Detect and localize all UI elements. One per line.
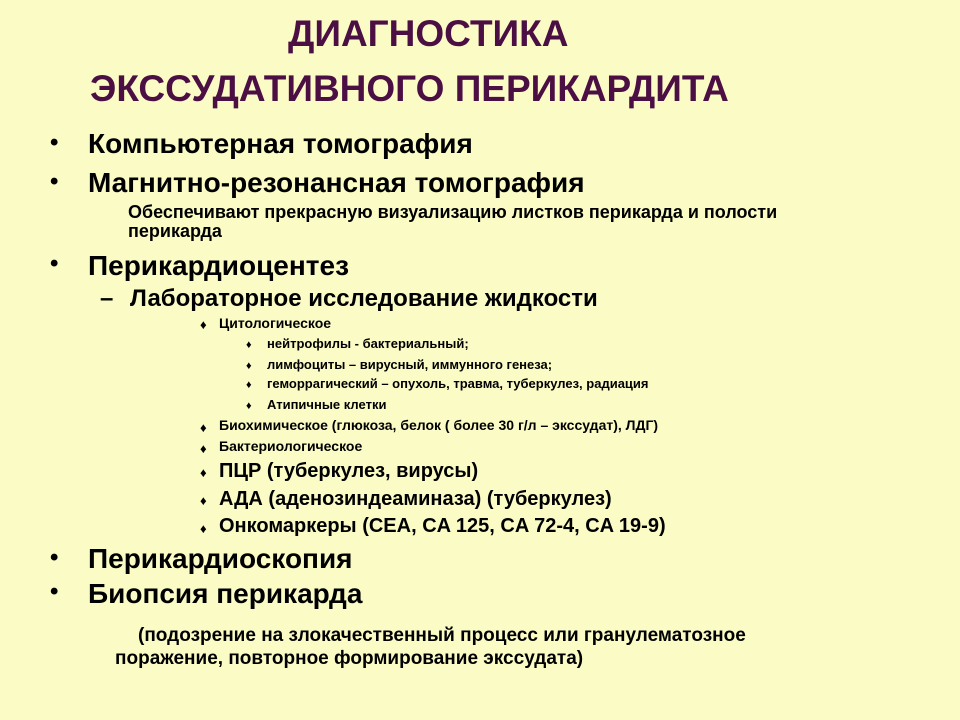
slide-title-line2: ЭКССУДАТИВНОГО ПЕРИКАРДИТА xyxy=(90,68,729,109)
item-mri: Магнитно-резонансная томография xyxy=(88,167,585,198)
diamond-bullet-icon: ♦ xyxy=(200,441,207,456)
item-lymphocytes: лимфоциты – вирусный, иммунного генеза; xyxy=(267,357,553,372)
diamond-bullet-icon: ♦ xyxy=(200,420,207,435)
diamond-bullet-icon: ♦ xyxy=(246,400,252,412)
item-hemorrhagic: геморрагический – опухоль, травма, туберкулез, радиация xyxy=(267,376,649,391)
diamond-bullet-icon: ♦ xyxy=(200,521,207,536)
diamond-bullet-icon: ♦ xyxy=(200,493,207,508)
item-biochem: Биохимическое (глюкоза, белок ( более 30 г/л – экссудат), ЛДГ) xyxy=(219,417,659,433)
bullet-dot-icon: • xyxy=(50,544,59,571)
bullet-dot-icon: • xyxy=(50,578,59,605)
item-bacterio: Бактериологическое xyxy=(219,438,363,454)
item-neutrophils: нейтрофилы - бактериальный; xyxy=(267,336,469,351)
item-atypical: Атипичные клетки xyxy=(267,397,387,412)
mri-note-line1: Обеспечивают прекрасную визуализацию листков перикарда и полости xyxy=(128,202,778,222)
item-pcr: ПЦР (туберкулез, вирусы) xyxy=(219,460,479,482)
item-cytology: Цитологическое xyxy=(219,315,332,331)
item-ct: Компьютерная томография xyxy=(88,128,473,159)
item-pericardioscopy: Перикардиоскопия xyxy=(88,543,353,574)
dash-icon: – xyxy=(100,285,114,312)
bullet-dot-icon: • xyxy=(50,250,59,277)
bullet-dot-icon: • xyxy=(50,168,59,195)
slide-title-line1: ДИАГНОСТИКА xyxy=(288,13,569,54)
item-biopsy: Биопсия перикарда xyxy=(88,578,363,609)
item-lab: Лабораторное исследование жидкости xyxy=(130,285,598,312)
item-onco: Онкомаркеры (CEA, CA 125, CA 72-4, CA 19-9) xyxy=(219,515,666,537)
biopsy-note-line2: поражение, повторное формирование экссудата) xyxy=(115,648,584,669)
bullet-dot-icon: • xyxy=(50,129,59,156)
item-pericardiocentesis: Перикардиоцентез xyxy=(88,250,349,281)
diamond-bullet-icon: ♦ xyxy=(246,360,252,372)
diamond-bullet-icon: ♦ xyxy=(246,379,252,391)
diamond-bullet-icon: ♦ xyxy=(200,465,207,480)
diamond-bullet-icon: ♦ xyxy=(246,339,252,351)
diamond-bullet-icon: ♦ xyxy=(200,317,207,332)
item-ada: АДА (аденозиндеаминаза) (туберкулез) xyxy=(219,488,612,510)
biopsy-note-line1: (подозрение на злокачественный процесс или гранулематозное xyxy=(138,625,746,646)
mri-note-line2: перикарда xyxy=(128,221,222,241)
